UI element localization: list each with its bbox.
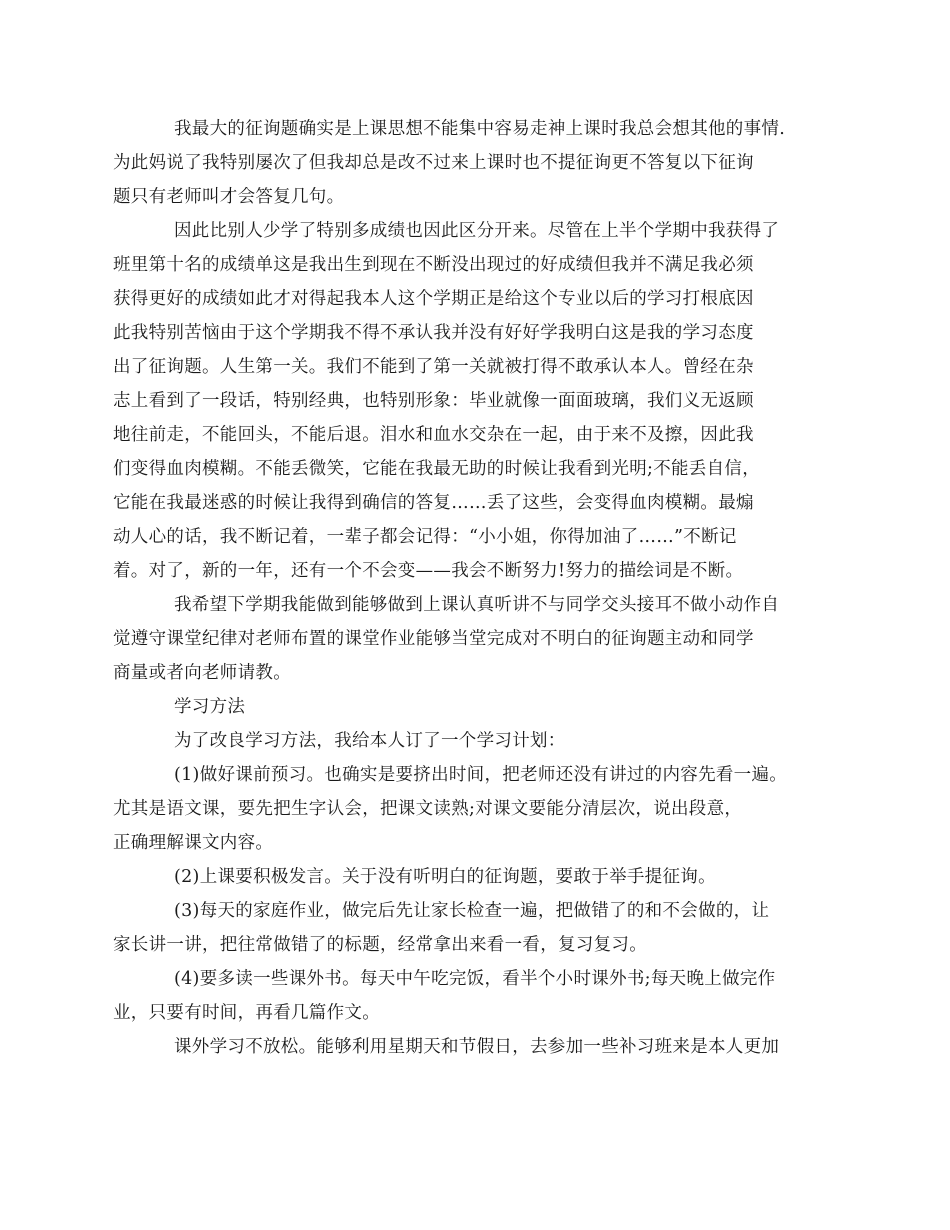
text-line: 家长讲一讲，把往常做错了的标题，经常拿出来看一看，复习复习。 xyxy=(113,935,647,955)
document-body xyxy=(113,112,813,1064)
text-line: 为了改良学习方法，我给本人订了一个学习计划： xyxy=(174,731,566,751)
text-line: 我希望下学期我能做到能够做到上课认真听讲不与同学交头接耳不做小动作自 xyxy=(174,595,780,615)
text-line: 班里第十名的成绩单这是我出生到现在不断没出现过的好成绩但我并不满足我必须 xyxy=(113,255,754,275)
text-line: 商量或者向老师请教。 xyxy=(113,663,291,683)
text-line: 地往前走，不能回头，不能后退。泪水和血水交杂在一起，由于来不及擦，因此我 xyxy=(113,425,754,445)
text-line: 业，只要有时间，再看几篇作文。 xyxy=(113,1003,380,1023)
text-line: (3)每天的家庭作业，做完后先让家长检查一遍，把做错了的和不会做的，让 xyxy=(174,901,770,921)
text-line: 们变得血肉模糊。不能丢微笑，它能在我最无助的时候让我看到光明;不能丢自信， xyxy=(113,459,760,479)
text-line: 学习方法 xyxy=(174,697,246,717)
text-line: 动人心的话，我不断记着，一辈子都会记得：“小小姐，你得加油了……”不断记 xyxy=(113,527,737,547)
text-line: 尤其是语文课，要先把生字认会，把课文读熟;对课文要能分清层次，说出段意， xyxy=(113,799,743,819)
text-line: (2)上课要积极发言。关于没有听明白的征询题，要敢于举手提征询。 xyxy=(174,867,716,887)
text-line: 正确理解课文内容。 xyxy=(113,833,274,853)
text-line: 我最大的征询题确实是上课思想不能集中容易走神上课时我总会想其他的事情. xyxy=(174,119,786,139)
text-line: 课外学习不放松。能够利用星期天和节假日，去参加一些补习班来是本人更加 xyxy=(174,1037,780,1057)
text-line: (1)做好课前预习。也确实是要挤出时间，把老师还没有讲过的内容先看一遍。 xyxy=(174,765,788,785)
text-line: (4)要多读一些课外书。每天中午吃完饭，看半个小时课外书;每天晚上做完作 xyxy=(174,969,776,989)
text-line: 觉遵守课堂纪律对老师布置的课堂作业能够当堂完成对不明白的征询题主动和同学 xyxy=(113,629,754,649)
text-line: 题只有老师叫才会答复几句。 xyxy=(113,187,345,207)
text-line: 志上看到了一段话，特别经典，也特别形象：毕业就像一面面玻璃，我们义无返顾 xyxy=(113,391,754,411)
text-line: 它能在我最迷惑的时候让我得到确信的答复……丢了这些，会变得血肉模糊。最煽 xyxy=(113,493,754,513)
text-line: 因此比别人少学了特别多成绩也因此区分开来。尽管在上半个学期中我获得了 xyxy=(174,221,780,241)
text-line: 为此妈说了我特别屡次了但我却总是改不过来上课时也不提征询更不答复以下征询 xyxy=(113,153,754,173)
text-line: 着。对了，新的一年，还有一个不会变——我会不断努力!努力的描绘词是不断。 xyxy=(113,561,744,581)
text-line: 获得更好的成绩如此才对得起我本人这个学期正是给这个专业以后的学习打根底因 xyxy=(113,289,754,309)
text-line: 出了征询题。人生第一关。我们不能到了第一关就被打得不敢承认本人。曾经在杂 xyxy=(113,357,754,377)
text-line: 此我特别苦恼由于这个学期我不得不承认我并没有好好学我明白这是我的学习态度 xyxy=(113,323,754,343)
